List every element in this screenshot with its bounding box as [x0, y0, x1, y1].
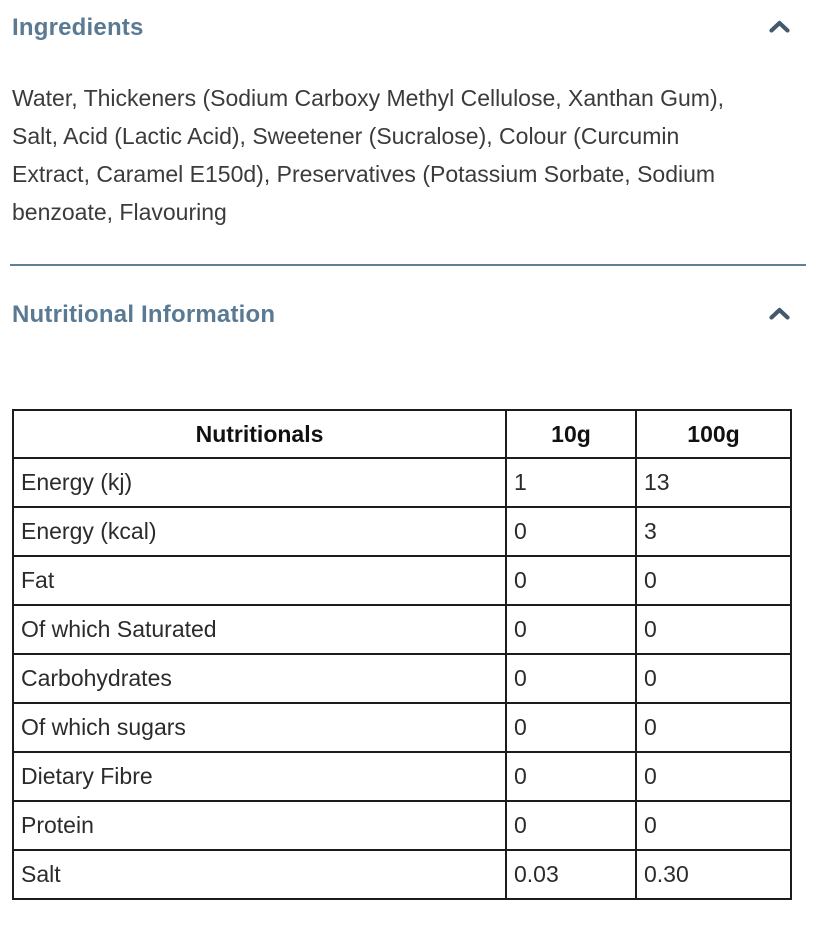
value-10g-cell: 0 — [506, 801, 636, 850]
ingredients-accordion-header[interactable] — [12, 14, 806, 42]
nutrient-label-cell: Energy (kcal) — [13, 507, 506, 556]
table-row — [13, 605, 791, 654]
nutrient-label-cell: Dietary Fibre — [13, 752, 506, 801]
value-10g-cell: 0 — [506, 507, 636, 556]
table-row — [13, 703, 791, 752]
nutrition-section — [12, 301, 806, 900]
table-row — [13, 801, 791, 850]
value-100g-cell: 3 — [636, 507, 791, 556]
col-header-100g: 100g — [636, 410, 791, 458]
value-100g-cell: 0 — [636, 703, 791, 752]
nutrient-label-cell: Carbohydrates — [13, 654, 506, 703]
value-10g-cell: 0 — [506, 703, 636, 752]
value-10g-cell: 0 — [506, 654, 636, 703]
value-10g-cell: 0 — [506, 556, 636, 605]
nutrition-accordion-header[interactable] — [12, 301, 806, 329]
value-100g-cell: 0 — [636, 752, 791, 801]
nutrient-label-cell: Fat — [13, 556, 506, 605]
value-10g-cell: 0.03 — [506, 850, 636, 899]
ingredients-text: Water, Thickeners (Sodium Carboxy Methyl Cellulose, Xanthan Gum), Salt, Acid (Lactic Acid), Sweetener (Sucralose), Colour (Curcumin Extract, Caramel E150d), Preservatives (Potassium Sorbate, Sodium benzoate, Flavouring — [12, 85, 725, 225]
value-100g-cell: 0 — [636, 605, 791, 654]
value-10g-cell: 1 — [506, 458, 636, 507]
value-10g-cell: 0 — [506, 752, 636, 801]
section-divider — [10, 264, 806, 266]
ingredients-title: Ingredients — [12, 14, 144, 41]
nutrition-table — [12, 409, 792, 900]
value-100g-cell: 0 — [636, 801, 791, 850]
value-10g-cell: 0 — [506, 605, 636, 654]
col-header-10g: 10g — [506, 410, 636, 458]
nutrient-label-cell: Of which sugars — [13, 703, 506, 752]
table-row — [13, 752, 791, 801]
ingredients-section — [12, 14, 806, 231]
col-header-nutritionals: Nutritionals — [13, 410, 506, 458]
table-row — [13, 458, 791, 507]
nutrient-label-cell: Of which Saturated — [13, 605, 506, 654]
value-100g-cell: 0 — [636, 654, 791, 703]
value-100g-cell: 13 — [636, 458, 791, 507]
value-100g-cell: 0.30 — [636, 850, 791, 899]
table-row — [13, 507, 791, 556]
chevron-up-icon[interactable] — [769, 307, 790, 320]
table-header-row — [13, 410, 791, 458]
value-100g-cell: 0 — [636, 556, 791, 605]
table-row — [13, 556, 791, 605]
nutrient-label-cell: Energy (kj) — [13, 458, 506, 507]
nutrient-label-cell: Protein — [13, 801, 506, 850]
nutrient-label-cell: Salt — [13, 850, 506, 899]
chevron-up-icon[interactable] — [769, 20, 790, 33]
table-row — [13, 850, 791, 899]
table-row — [13, 654, 791, 703]
nutrition-title: Nutritional Information — [12, 301, 276, 328]
